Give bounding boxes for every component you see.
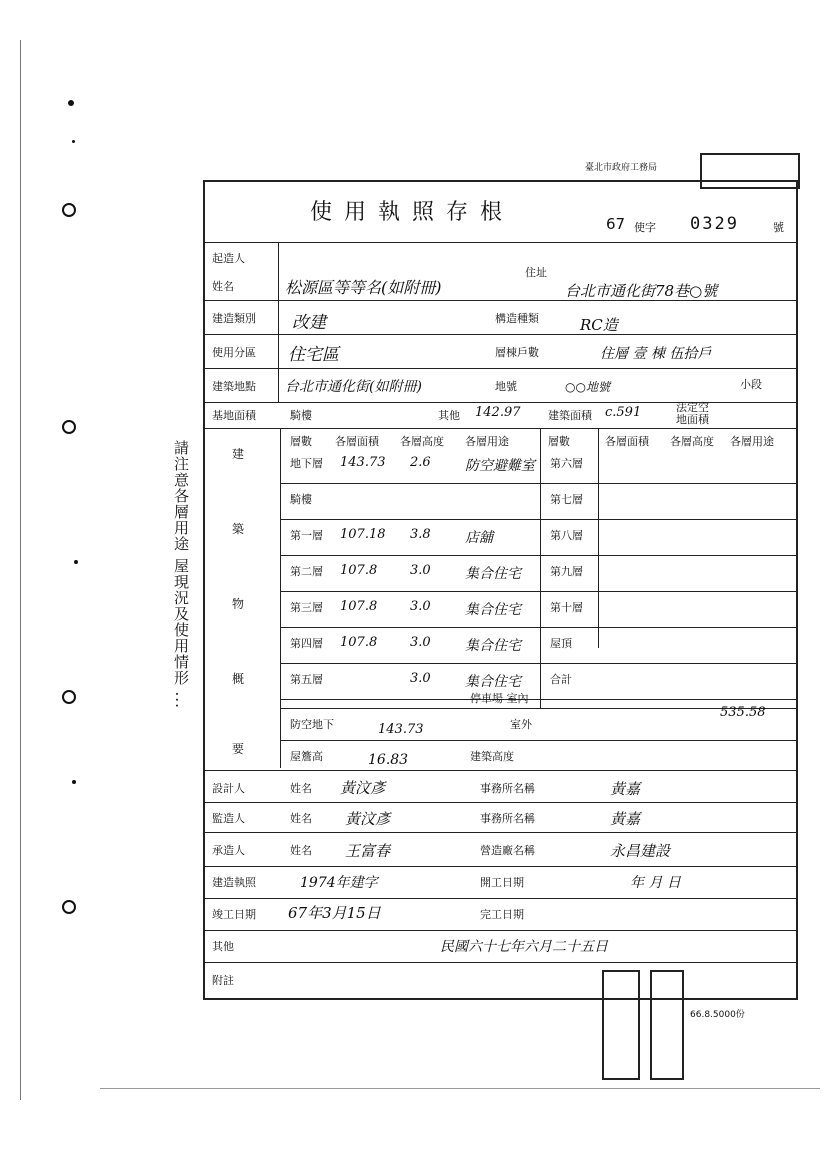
seal-stamp	[602, 970, 640, 1080]
legal-open-label: 法定空地面積	[676, 401, 709, 426]
floor-area: 107.18	[340, 527, 386, 542]
supervisor-office: 黃嘉	[610, 810, 641, 828]
applicant-address-label: 住址	[525, 266, 547, 279]
designer-label: 設計人	[212, 782, 245, 795]
indoor-parking-label: 停車場 室內	[470, 692, 529, 705]
floor-row-divider	[540, 627, 797, 628]
supervisor-label: 監造人	[212, 812, 245, 825]
floor-height: 3.0	[410, 563, 431, 578]
floor-use: 店舖	[465, 530, 493, 546]
eaves-value: 16.83	[368, 752, 409, 768]
households-value: 住層 壹 棟 伍拾戶	[600, 346, 712, 362]
scan-dot	[72, 140, 75, 143]
footer-stamp: 66.8.5000份	[690, 1010, 745, 1020]
applicant-name: 松源區等等名(如附冊)	[285, 278, 442, 297]
lot-label: 地號	[495, 380, 517, 393]
floors-col8: 各層用途	[730, 435, 774, 448]
floor-name: 第三層	[290, 601, 323, 614]
side-label-build2: 築	[232, 522, 245, 536]
punch-hole	[62, 420, 76, 434]
floor-name-right: 第八層	[550, 529, 583, 542]
small-section-label: 小段	[740, 378, 762, 391]
applicant-name-label: 姓名	[212, 280, 234, 293]
permit-serial-suffix: 號	[773, 221, 784, 234]
lot-value: ○○地號	[565, 380, 610, 394]
arcade-label: 騎樓	[290, 409, 312, 422]
side-label-object: 物	[232, 597, 245, 611]
eaves-label: 屋簷高	[290, 750, 323, 763]
floor-row-divider	[280, 663, 540, 664]
designer-office-label: 事務所名稱	[480, 782, 535, 795]
seal-stamp	[650, 970, 684, 1080]
punch-hole	[62, 203, 76, 217]
contractor-company: 永昌建設	[610, 842, 671, 860]
side-label-summary: 概	[232, 672, 245, 686]
start-date-label: 開工日期	[480, 876, 524, 889]
floor-row-divider	[540, 555, 797, 556]
floor-row-divider	[280, 591, 540, 592]
site-label: 建築地點	[212, 380, 256, 393]
floor-row-divider	[280, 519, 540, 520]
start-date-value: 年 月 日	[630, 875, 681, 891]
total-value: 535.58	[720, 705, 766, 720]
outdoor-parking-label: 室外	[510, 718, 532, 731]
floors-col4: 各層用途	[465, 435, 509, 448]
floor-area: 107.8	[340, 635, 378, 650]
floors-col7: 各層高度	[670, 435, 714, 448]
floor-height: 3.8	[410, 527, 431, 542]
build-type-value: 改建	[292, 313, 326, 333]
permit-label: 建造執照	[212, 876, 256, 889]
area-label: 基地面積	[212, 409, 256, 422]
contractor-label: 承造人	[212, 844, 245, 857]
permit-serial: 0329	[690, 214, 739, 234]
floor-name: 第四層	[290, 637, 323, 650]
building-height-label: 建築高度	[470, 750, 514, 763]
supervisor-office-label: 事務所名稱	[480, 812, 535, 825]
floor-use: 集合住宅	[465, 674, 521, 690]
use-zone-label: 使用分區	[212, 346, 256, 359]
punch-hole	[62, 690, 76, 704]
scan-dot	[72, 780, 76, 784]
floor-use: 集合住宅	[465, 602, 521, 618]
floor-use: 防空避難室	[465, 458, 535, 474]
floor-name: 第二層	[290, 565, 323, 578]
floor-area: 143.73	[340, 455, 386, 470]
other-value: 民國六十七年六月二十五日	[440, 939, 608, 955]
floor-row-divider	[540, 699, 797, 700]
margin-vertical-note: 請注意各層用途 屋現況及使用情形 ...	[172, 440, 190, 709]
site-value: 台北市通化街(如附冊)	[285, 379, 422, 395]
shelter-label: 防空地下	[290, 718, 334, 731]
designer-office: 黃嘉	[610, 780, 641, 798]
contractor-name-label: 姓名	[290, 844, 312, 857]
floor-name: 第一層	[290, 529, 323, 542]
side-label-required: 要	[232, 742, 245, 756]
floor-height: 2.6	[410, 455, 431, 470]
supervisor-name-label: 姓名	[290, 812, 312, 825]
floor-name: 第五層	[290, 673, 323, 686]
floor-use: 集合住宅	[465, 638, 521, 654]
floor-row-divider	[280, 555, 540, 556]
contractor-name: 王富春	[345, 842, 391, 860]
permit-kind: 使字	[634, 221, 656, 234]
supervisor-name: 黃汶彥	[345, 810, 391, 828]
permit-year: 67	[606, 215, 626, 233]
completion-label: 竣工日期	[212, 908, 256, 921]
floor-height: 3.0	[410, 671, 431, 686]
floors-col2: 各層面積	[335, 435, 379, 448]
scan-edge-line	[20, 40, 21, 1100]
finish-date-label: 完工日期	[480, 908, 524, 921]
floor-use: 集合住宅	[465, 566, 521, 582]
structure-value: RC造	[580, 316, 618, 334]
floor-row-divider	[280, 483, 540, 484]
other-area-label: 其他	[438, 409, 460, 422]
build-type-label: 建造類別	[212, 312, 256, 325]
floor-name-right: 第七層	[550, 493, 583, 506]
scan-bottom-line	[100, 1088, 820, 1089]
floor-area: 107.8	[340, 599, 378, 614]
completion-value: 67年3月15日	[288, 904, 381, 922]
use-zone-value: 住宅區	[288, 345, 339, 365]
building-area-label: 建築面積	[548, 409, 592, 422]
floor-name-right: 合計	[550, 673, 572, 686]
floor-name-right: 屋頂	[550, 637, 572, 650]
floor-name-right: 第十層	[550, 601, 583, 614]
floor-row-divider	[540, 591, 797, 592]
designer-name-label: 姓名	[290, 782, 312, 795]
other-area-value: 142.97	[475, 405, 521, 420]
floor-row-divider	[540, 519, 797, 520]
floor-row-divider	[540, 483, 797, 484]
floor-row-divider	[280, 627, 540, 628]
punch-hole	[62, 900, 76, 914]
floor-name: 騎樓	[290, 493, 312, 506]
contractor-company-label: 營造廠名稱	[480, 844, 535, 857]
note-label: 附註	[212, 974, 234, 987]
floor-name-right: 第六層	[550, 457, 583, 470]
scan-dot	[74, 560, 78, 564]
households-label: 層棟戶數	[495, 346, 539, 359]
floors-col3: 各層高度	[400, 435, 444, 448]
floors-col6: 各層面積	[605, 435, 649, 448]
floor-name: 地下層	[290, 457, 323, 470]
building-area-value: c.591	[605, 405, 642, 420]
floors-col1: 層數	[290, 435, 312, 448]
scan-dot	[68, 100, 74, 106]
floor-row-divider	[540, 663, 797, 664]
shelter-value: 143.73	[378, 722, 424, 737]
other-label: 其他	[212, 940, 234, 953]
floors-col5: 層數	[548, 435, 570, 448]
applicant-address: 台北市通化街78巷○號	[565, 282, 718, 300]
designer-name: 黃汶彥	[340, 779, 386, 797]
floor-name-right: 第九層	[550, 565, 583, 578]
floor-height: 3.0	[410, 635, 431, 650]
floor-height: 3.0	[410, 599, 431, 614]
floor-area: 107.8	[340, 563, 378, 578]
top-stamp: 臺北市政府工務局	[585, 163, 658, 173]
side-label-building: 建	[232, 447, 245, 461]
applicant-label: 起造人	[212, 252, 245, 265]
permit-value: 1974年建字	[300, 875, 378, 891]
page-title: 使用執照存根	[310, 200, 515, 225]
structure-label: 構造種類	[495, 312, 539, 325]
